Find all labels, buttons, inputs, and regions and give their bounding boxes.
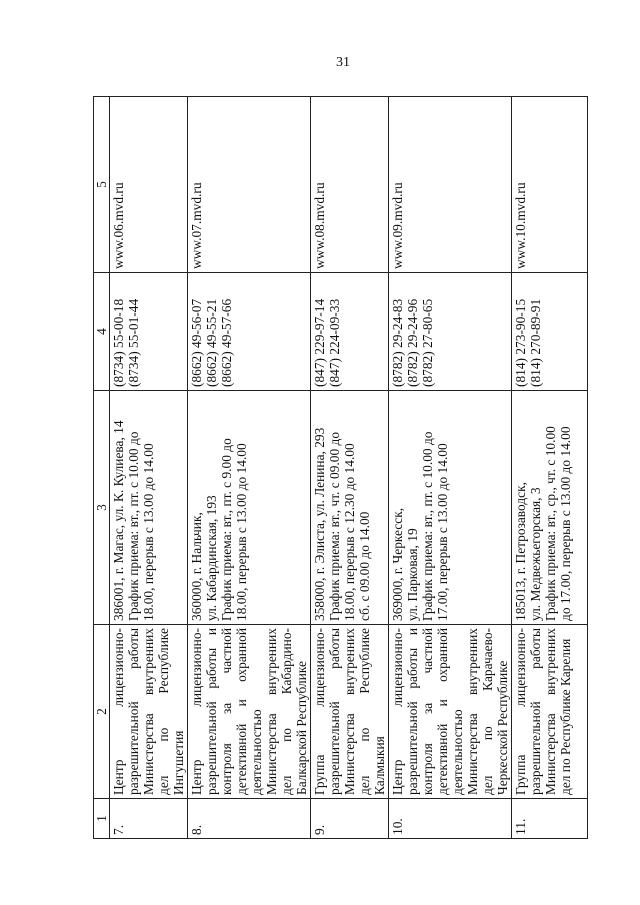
row-number: 11. bbox=[512, 799, 588, 839]
table-row bbox=[110, 97, 188, 839]
page-number: 31 bbox=[336, 55, 350, 70]
address-line: 18.00, перерыв с 13.00 до 14.00 bbox=[234, 443, 249, 621]
column-number-row bbox=[94, 97, 110, 839]
address-line: до 17.00, перерыв с 13.00 до 14.00 bbox=[558, 426, 573, 621]
table-row bbox=[512, 97, 588, 839]
address-line: 369000, г. Черкесск, bbox=[390, 507, 405, 621]
address-line: ул. Кабардинская, 193 bbox=[204, 495, 219, 621]
address-line: 358000, г. Элиста, ул. Ленина, 293 bbox=[312, 427, 327, 621]
website-link[interactable]: www.06.mvd.ru bbox=[110, 97, 188, 273]
address-line: ул. Парковая, 19 bbox=[405, 528, 420, 621]
row-number: 10. bbox=[389, 799, 512, 839]
organization-name: Центр лицензионно-разрешительной работы и контроля за частной детективной и охранной деятельностью Министерства внутренних дел по Кабардино-Балкарской Республике bbox=[188, 625, 311, 799]
table-row bbox=[389, 97, 512, 839]
phone-number: (814) 273-90-15 bbox=[513, 298, 528, 387]
address-line: 17.00, перерыв с 13.00 до 14.00 bbox=[435, 443, 450, 621]
address-line: 360000, г. Нальчик, bbox=[189, 512, 204, 621]
phone-number: (8662) 49-55-21 bbox=[204, 298, 219, 387]
address-line: 185013, г. Петрозаводск, bbox=[513, 482, 528, 621]
table-row bbox=[188, 97, 311, 839]
phone-number: (8734) 55-01-44 bbox=[126, 298, 141, 387]
address-line: ул. Медвежьегорская, 3 bbox=[528, 487, 543, 621]
address-line: 18.00, перерыв с 12.30 до 14.00 bbox=[342, 443, 357, 621]
phone-numbers bbox=[389, 273, 512, 391]
contacts-table bbox=[93, 96, 588, 839]
rotated-table-inner bbox=[93, 97, 573, 839]
column-header: 2 bbox=[94, 625, 110, 799]
address-and-schedule bbox=[512, 391, 588, 625]
column-header: 5 bbox=[94, 97, 110, 273]
organization-name: Центр лицензионно-разрешительной работы и контроля за частной детективной и охранной деятельностью Министерства внутренних дел по Карачаево-Черкесской Республике bbox=[389, 625, 512, 799]
organization-name: Центр лицензионно-разрешительной работы Министерства внутренних дел по Республике Ингушетия bbox=[110, 625, 188, 799]
phone-number: (8782) 27-80-65 bbox=[420, 298, 435, 387]
column-header: 3 bbox=[94, 391, 110, 625]
phone-number: (8782) 29-24-83 bbox=[390, 298, 405, 387]
phone-number: (847) 229-97-14 bbox=[312, 298, 327, 387]
phone-number: (847) 224-09-33 bbox=[327, 298, 342, 387]
address-line: График приема: вт., чт. с 09.00 до bbox=[327, 431, 342, 621]
row-number: 7. bbox=[110, 799, 188, 839]
address-line: 18.00, перерыв с 13.00 до 14.00 bbox=[141, 443, 156, 621]
website-link[interactable]: www.08.mvd.ru bbox=[311, 97, 389, 273]
address-line: График приема: вт., пт. с 10.00 до bbox=[420, 431, 435, 621]
address-line: 386001, г. Магас, ул. К. Кулиева, 14 bbox=[111, 420, 126, 621]
address-line: сб. с 09.00 до 14.00 bbox=[357, 511, 372, 621]
row-number: 9. bbox=[311, 799, 389, 839]
rotated-table-area bbox=[93, 97, 573, 839]
organization-name: Группа лицензионно-разрешительной работы Министерства внутренних дел по Республике Карелия bbox=[512, 625, 588, 799]
phone-number: (814) 270-89-91 bbox=[528, 298, 543, 387]
address-line: График приема: вт., ср., чт. с 10.00 bbox=[543, 426, 558, 621]
website-link[interactable]: www.09.mvd.ru bbox=[389, 97, 512, 273]
phone-numbers bbox=[110, 273, 188, 391]
address-and-schedule bbox=[389, 391, 512, 625]
phone-number: (8734) 55-00-18 bbox=[111, 298, 126, 387]
address-line: График приема: вт., пт. с 9.00 до bbox=[219, 438, 234, 621]
table-body bbox=[110, 97, 588, 839]
address-and-schedule bbox=[311, 391, 389, 625]
address-and-schedule bbox=[188, 391, 311, 625]
column-header: 1 bbox=[94, 799, 110, 839]
phone-numbers bbox=[188, 273, 311, 391]
organization-name: Группа лицензионно-разрешительной работы Министерства внутренних дел по Республике Калмыкия bbox=[311, 625, 389, 799]
column-header: 4 bbox=[94, 273, 110, 391]
website-link[interactable]: www.07.mvd.ru bbox=[188, 97, 311, 273]
address-line: График приема: вт., пт. с 10.00 до bbox=[126, 431, 141, 621]
phone-numbers bbox=[311, 273, 389, 391]
phone-numbers bbox=[512, 273, 588, 391]
row-number: 8. bbox=[188, 799, 311, 839]
table-row bbox=[311, 97, 389, 839]
phone-number: (8782) 29-24-96 bbox=[405, 298, 420, 387]
address-and-schedule bbox=[110, 391, 188, 625]
phone-number: (8662) 49-57-66 bbox=[219, 298, 234, 387]
phone-number: (8662) 49-56-07 bbox=[189, 298, 204, 387]
website-link[interactable]: www.10.mvd.ru bbox=[512, 97, 588, 273]
